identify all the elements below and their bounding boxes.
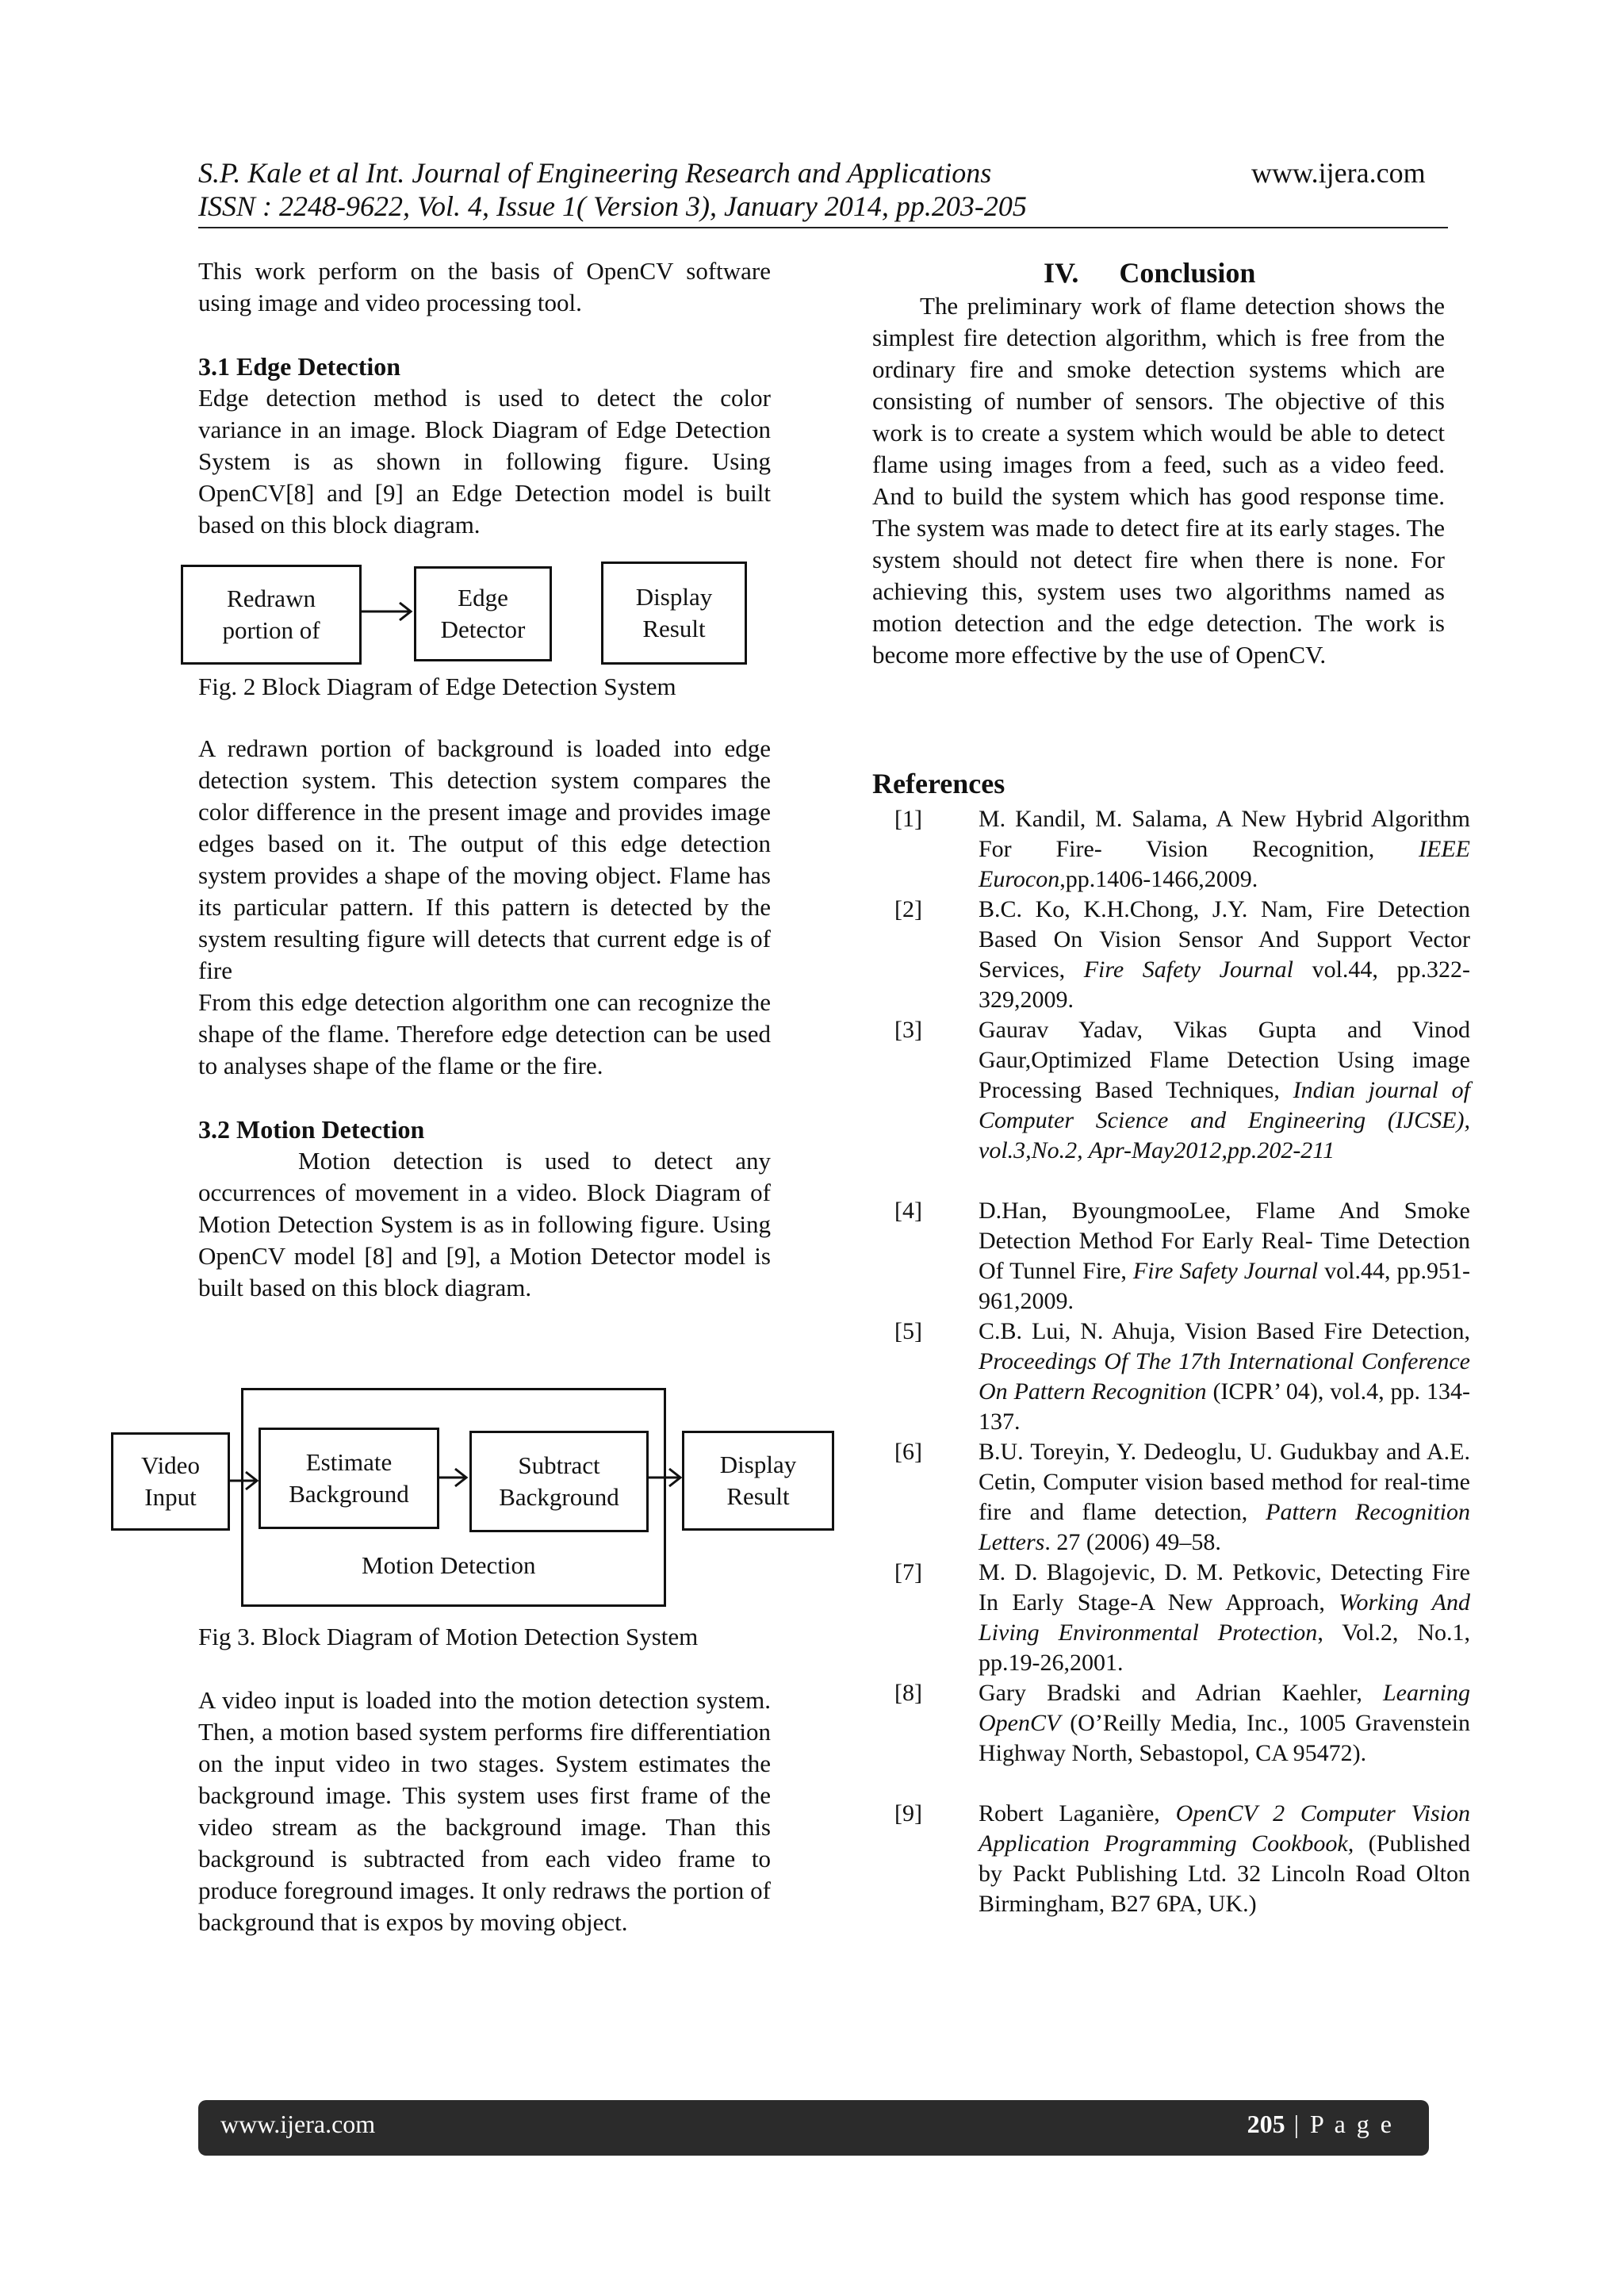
reference-number: [4] [894, 1198, 922, 1224]
section-3-1-body: Edge detection method is used to detect the color variance in an image. Block Diagram of Edge Detection System is as shown in following figure. Using OpenCV[8] and [9] an Edge Detection model is built based on this block diagram. [198, 384, 771, 539]
reference-text: C.B. Lui, N. Ahuja, Vision Based Fire Detection, Proceedings Of The 17th International Conference On Pattern Recognition (ICPR’ 04), vol.4, pp. 134-137. [979, 1318, 1470, 1435]
reference-text: Gaurav Yadav, Vikas Gupta and Vinod Gaur,Optimized Flame Detection Using image Processing Based Techniques, Indian journal of Computer Science and Engineering (IJCSE), vol.3,No.2, Apr-May2012,pp.202-211 [979, 1017, 1470, 1163]
edge-paragraph-2: From this edge detection algorithm one can recognize the shape of the flame. Therefore edge detection can be used to analyses shape of the flame or the fire. [198, 988, 771, 1079]
fig2-caption: Fig. 2 Block Diagram of Edge Detection System [198, 673, 676, 700]
fig2-arrow-1 [362, 600, 416, 623]
reference-text: M. D. Blagojevic, D. M. Petkovic, Detecting Fire In Early Stage-A New Approach, Working And Living Environmental Protection, Vol.2, No.1, pp.19-26,2001. [979, 1559, 1470, 1676]
reference-number: [6] [894, 1439, 922, 1465]
fig3-box-display-result: Display Result [682, 1431, 834, 1531]
fig3-box-estimate-background: Estimate Background [259, 1428, 439, 1529]
reference-number: [2] [894, 896, 922, 922]
fig3-arrow-2 [439, 1466, 471, 1489]
page-number: 205 [1247, 2110, 1285, 2138]
journal-header: S.P. Kale et al Int. Journal of Engineering Research and Applications [198, 157, 992, 189]
reference-text: D.Han, ByoungmooLee, Flame And Smoke Detection Method For Early Real- Time Detection Of Tunnel Fire, Fire Safety Journal vol.44, pp.951-961,2009. [979, 1198, 1471, 1314]
left-column [198, 255, 771, 541]
reference-number: [3] [894, 1017, 922, 1043]
section-3-2-title: 3.2 Motion Detection [198, 1115, 425, 1144]
fig3-container-label: Motion Detection [362, 1551, 536, 1579]
reference-text: Robert Laganière, OpenCV 2 Computer Vision Application Programming Cookbook, (Published by Packt Publishing Ltd. 32 Lincoln Road Olton Birmingham, B27 6PA, UK.) [979, 1800, 1471, 1917]
conclusion-heading [1044, 255, 1255, 290]
reference-number: [7] [894, 1559, 922, 1585]
intro-paragraph: This work perform on the basis of OpenCV software using image and video processing tool. [198, 257, 771, 316]
edge-detection-text [198, 733, 771, 1304]
fig3-box-video-input: Video Input [111, 1432, 230, 1531]
reference-text: M. Kandil, M. Salama, A New Hybrid Algorithm For Fire- Vision Recognition, IEEE Eurocon,pp.1406-1466,2009. [979, 806, 1470, 892]
conclusion-number: IV. [1044, 257, 1079, 289]
footer-page-indicator [1247, 2110, 1394, 2139]
motion-paragraph: A video input is loaded into the motion detection system. Then, a motion based system performs fire differentiation on the input video in two stages. System estimates the background image. This system uses first frame of the video stream as the background image. Than this background is subtracted from each video frame to produce foreground images. It only redraws the portion of background that is expos by moving object. [198, 1686, 771, 1936]
edge-paragraph-1: A redrawn portion of background is loaded into edge detection system. This detection system compares the color difference in the present image and provides image edges based on it. The output of this edge detection system provides a shape of the moving object. Flame has its particular pattern. If this pattern is detected by the system resulting figure will detects that current edge is of fire [198, 734, 771, 984]
reference-text: B.C. Ko, K.H.Chong, J.Y. Nam, Fire Detection Based On Vision Sensor And Support Vector Services, Fire Safety Journal vol.44, pp.322-329,2009. [979, 896, 1470, 1013]
fig2-box-display-result: Display Result [601, 562, 747, 665]
fig3-box-subtract-background: Subtract Background [469, 1431, 649, 1532]
conclusion-paragraph: The preliminary work of flame detection shows the simplest fire detection algorithm, which is free from the ordinary fire and smoke detection systems which are consisting of number of sensors. The objective of this work is to create a system which would be able to detect flame using images from a feed, such as a video feed. And to build the system which has good response time. The system was made to detect fire at its early stages. The system should not detect fire when there is none. For achieving this, system uses two algorithms named as motion detection and the edge detection. The work is become more effective by the use of OpenCV. [872, 292, 1445, 669]
fig2-box-edge-detector: Edge Detector [414, 566, 552, 661]
section-3-1-title: 3.1 Edge Detection [198, 352, 401, 381]
reference-text: Gary Bradski and Adrian Kaehler, Learning OpenCV (O’Reilly Media, Inc., 1005 Gravenstein Highway North, Sebastopol, CA 95472). [979, 1680, 1470, 1766]
references-heading: References [872, 768, 1005, 799]
fig2-box-redrawn: Redrawn portion of [181, 565, 362, 665]
conclusion-body [872, 290, 1445, 671]
fig3-arrow-3 [649, 1466, 685, 1489]
reference-number: [8] [894, 1680, 922, 1706]
motion-detection-text [198, 1685, 771, 1938]
journal-url[interactable]: www.ijera.com [1251, 157, 1426, 189]
section-3-2-body: Motion detection is used to detect any occurrences of movement in a video. Block Diagram of Motion Detection System is as in following figure. Using OpenCV model [8] and [9], a Motion Detector model is built based on this block diagram. [198, 1147, 771, 1301]
reference-text: B.U. Toreyin, Y. Dedeoglu, U. Gudukbay and A.E. Cetin, Computer vision based method for real-time fire and flame detection, Pattern Recognition Letters. 27 (2006) 49–58. [979, 1439, 1470, 1555]
conclusion-title: Conclusion [1119, 257, 1256, 289]
reference-number: [9] [894, 1800, 922, 1826]
page-footer [198, 2100, 1429, 2156]
reference-number: [1] [894, 806, 922, 832]
reference-number: [5] [894, 1318, 922, 1344]
page-label: | P a g e [1285, 2110, 1394, 2138]
fig3-caption: Fig 3. Block Diagram of Motion Detection System [198, 1623, 699, 1650]
footer-url[interactable]: www.ijera.com [220, 2110, 376, 2138]
issn-line: ISSN : 2248-9622, Vol. 4, Issue 1( Version 3), January 2014, pp.203-205 [198, 190, 1027, 222]
fig3-arrow-1 [230, 1469, 262, 1493]
header-rule [198, 227, 1448, 228]
